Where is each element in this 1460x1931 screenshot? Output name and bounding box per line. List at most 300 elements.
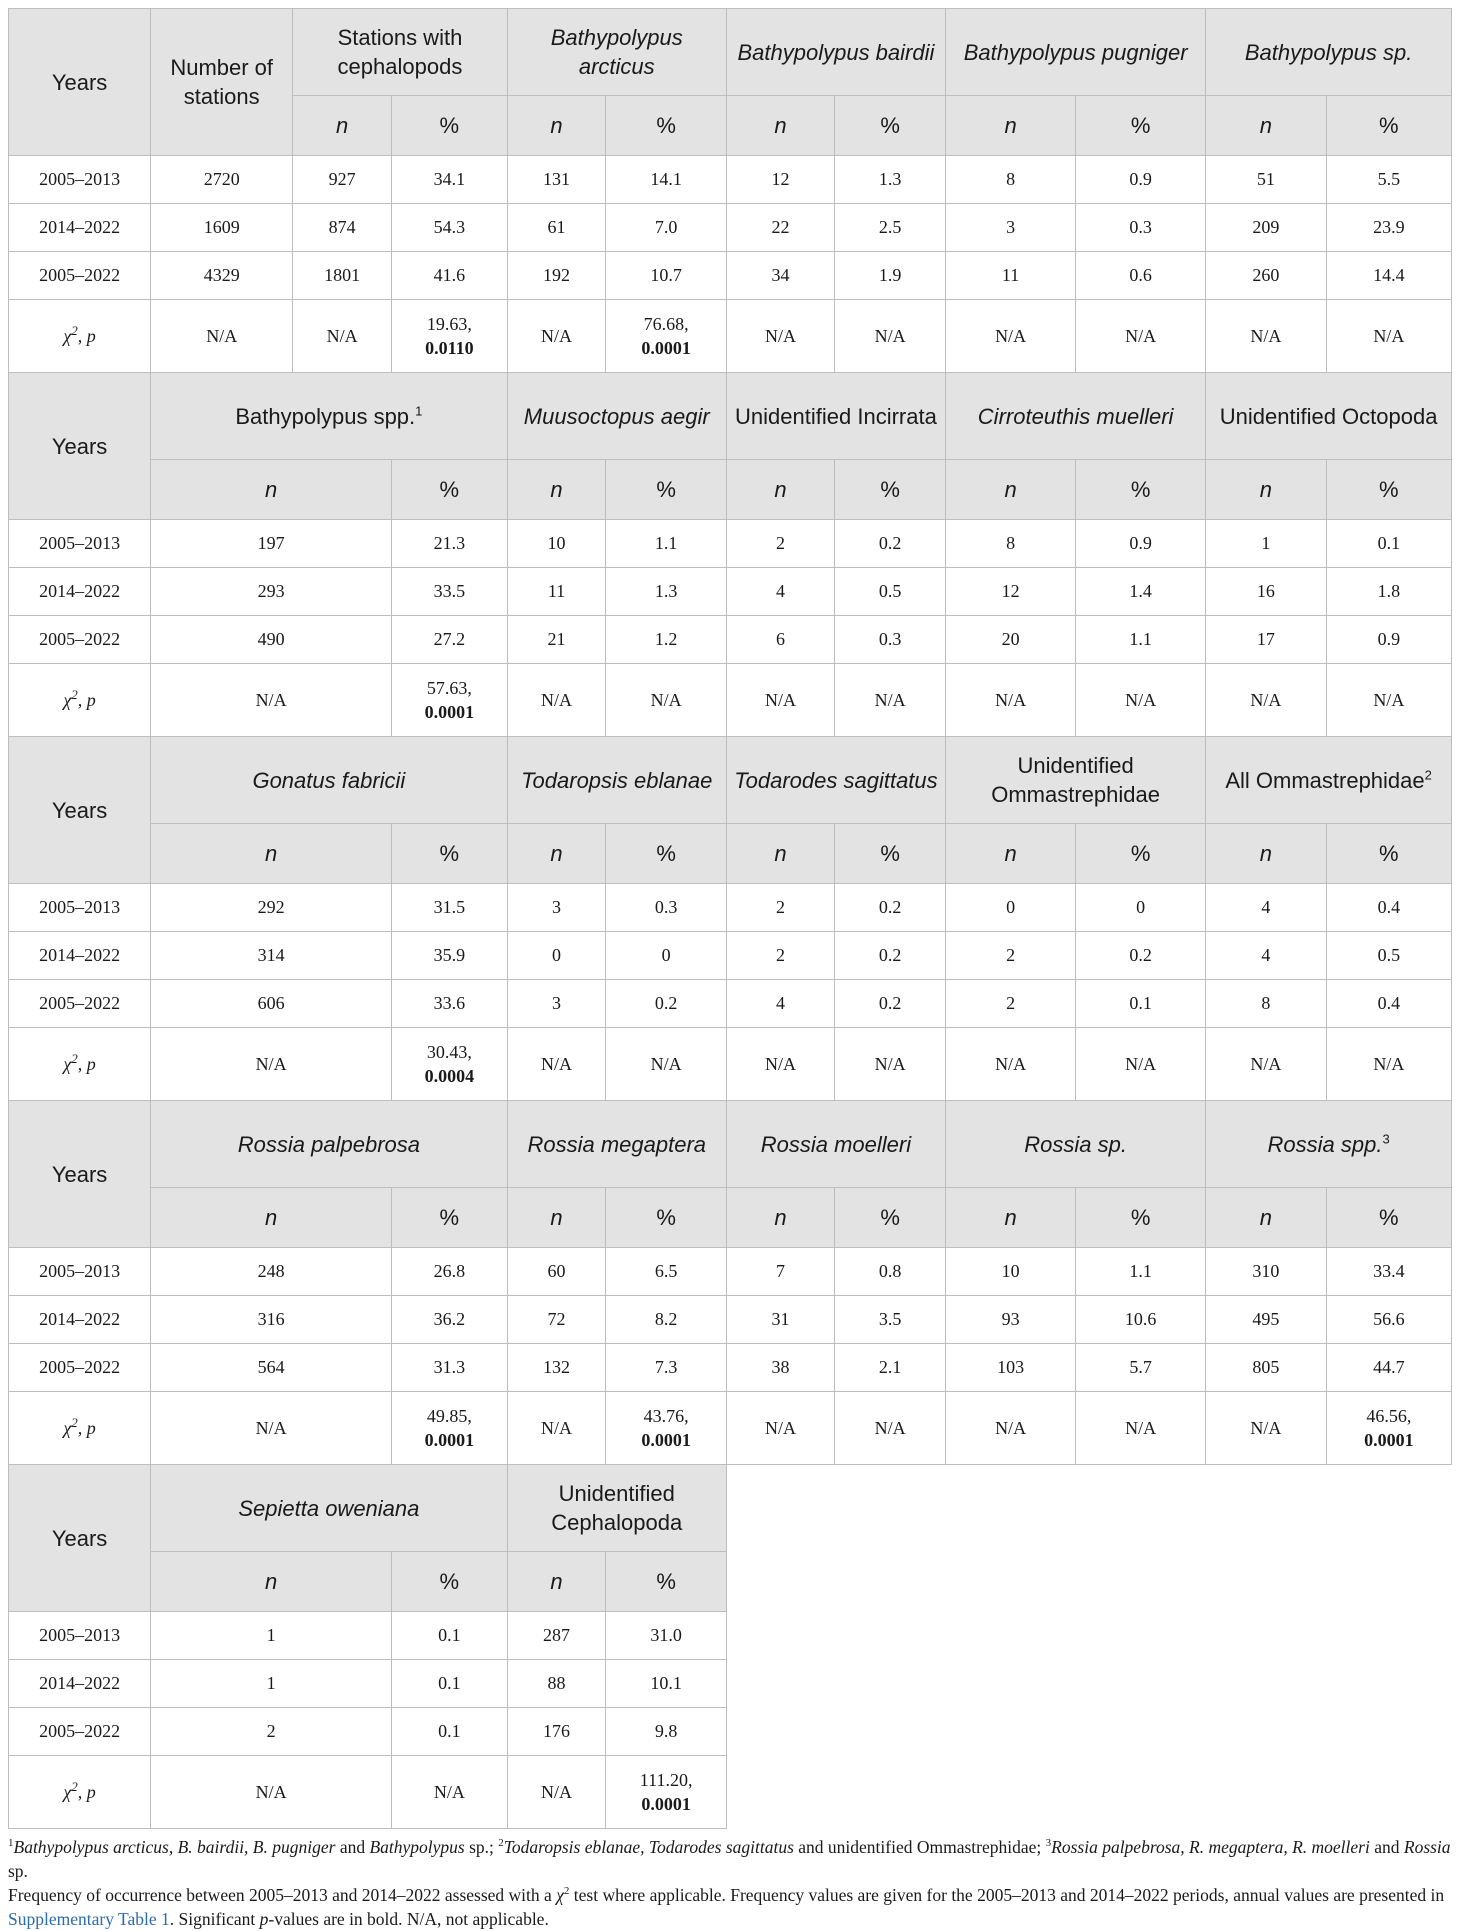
table-caption	[8, 1883, 1452, 1931]
value-cell: 248	[151, 1248, 392, 1296]
percent-subheader: %	[392, 96, 508, 156]
value-cell: 60	[507, 1248, 606, 1296]
species-header	[726, 737, 945, 824]
value-cell: 9.8	[606, 1708, 726, 1756]
value-cell: 10	[507, 520, 606, 568]
chi-square-cell	[726, 664, 834, 737]
chi-square-cell	[507, 1756, 606, 1829]
value-cell: 1.1	[1076, 1248, 1206, 1296]
chi-square-value: N/A	[541, 326, 573, 346]
value-cell: 10.6	[1076, 1296, 1206, 1344]
chi-square-cell	[151, 1392, 392, 1465]
value-cell: 1.3	[606, 568, 726, 616]
species-name: Todarodes sagittatus	[734, 767, 938, 793]
species-header	[1206, 373, 1452, 460]
n-subheader: n	[1206, 1188, 1326, 1248]
n-subheader: n	[1206, 460, 1326, 520]
chi-square-value: N/A	[1373, 326, 1405, 346]
value-cell: 1.1	[606, 520, 726, 568]
value-cell: 11	[946, 252, 1076, 300]
chi-square-cell	[151, 300, 293, 373]
chi-square-cell	[946, 664, 1076, 737]
species-header	[1206, 1101, 1452, 1188]
footnote-text: Rossia	[1403, 1837, 1451, 1857]
species-name: Bathypolypus arcticus	[550, 25, 683, 79]
chi-square-value: N/A	[650, 690, 682, 710]
chi-p-label: , p	[77, 326, 96, 346]
chi-superscript: 2	[71, 687, 78, 702]
chi-square-cell	[151, 664, 392, 737]
value-cell: 14.4	[1326, 252, 1451, 300]
value-cell: 41.6	[392, 252, 508, 300]
n-subheader: n	[151, 1552, 392, 1612]
chi-square-cell	[392, 664, 508, 737]
percent-subheader: %	[835, 96, 946, 156]
data-row	[9, 568, 1452, 616]
value-cell: 54.3	[392, 204, 508, 252]
chi-square-cell	[293, 300, 392, 373]
value-cell: 0.3	[606, 884, 726, 932]
species-header	[507, 9, 726, 96]
value-cell: 1	[151, 1660, 392, 1708]
value-cell: 260	[1206, 252, 1326, 300]
species-header	[151, 373, 508, 460]
value-cell: 2	[151, 1708, 392, 1756]
footnote-marker: 3	[1045, 1837, 1052, 1850]
percent-subheader: %	[606, 1188, 726, 1248]
footnote-text: and	[335, 1837, 370, 1857]
chi-square-row	[9, 664, 1452, 737]
chi-square-value: N/A	[1125, 1054, 1157, 1074]
species-header	[726, 373, 945, 460]
value-cell: 23.9	[1326, 204, 1451, 252]
n-subheader: n	[946, 1188, 1076, 1248]
footnote-text: Bathypolypus arcticus, B. bairdii, B. pugniger	[13, 1837, 336, 1857]
footnote-text: Bathypolypus	[369, 1837, 465, 1857]
years-header: Years	[9, 1465, 151, 1612]
value-cell: 1.3	[835, 156, 946, 204]
value-cell: 316	[151, 1296, 392, 1344]
species-header	[726, 1101, 945, 1188]
value-cell: 2.5	[835, 204, 946, 252]
years-header: Years	[9, 737, 151, 884]
value-cell: 31.0	[606, 1612, 726, 1660]
value-cell: 7.3	[606, 1344, 726, 1392]
value-cell: 0.9	[1076, 520, 1206, 568]
value-cell: 1609	[151, 204, 293, 252]
value-cell: 2	[946, 980, 1076, 1028]
supplementary-table-link[interactable]: Supplementary Table 1	[8, 1909, 170, 1929]
chi-square-cell	[726, 1392, 834, 1465]
header-row	[9, 373, 1452, 460]
empty-area	[726, 1465, 1451, 1829]
chi-square-row	[9, 300, 1452, 373]
table-footnotes	[8, 1835, 1452, 1931]
species-header	[507, 1465, 726, 1552]
value-cell: 21.3	[392, 520, 508, 568]
value-cell: 10.1	[606, 1660, 726, 1708]
value-cell: 36.2	[392, 1296, 508, 1344]
p-value-significant: 0.0001	[641, 1430, 691, 1450]
value-cell: 209	[1206, 204, 1326, 252]
value-cell: 4	[726, 980, 834, 1028]
chi-square-label	[9, 1756, 151, 1829]
chi-square-cell	[151, 1028, 392, 1101]
p-value-significant: 0.0001	[424, 1430, 475, 1450]
data-row	[9, 1296, 1452, 1344]
n-subheader: n	[507, 824, 606, 884]
chi-symbol: χ	[556, 1885, 564, 1905]
caption-text: . Significant	[169, 1909, 260, 1929]
footnote-marker: 1	[415, 403, 423, 419]
chi-square-cell	[946, 1028, 1076, 1101]
percent-subheader: %	[606, 824, 726, 884]
value-cell: 31.5	[392, 884, 508, 932]
year-cell: 2005–2013	[9, 884, 151, 932]
chi-square-cell	[606, 1028, 726, 1101]
chi-superscript: 2	[71, 323, 78, 338]
value-cell: 287	[507, 1612, 606, 1660]
chi-p-label: , p	[77, 1782, 96, 1802]
species-header	[946, 373, 1206, 460]
data-row	[9, 980, 1452, 1028]
chi-square-cell	[1326, 300, 1451, 373]
header-row	[9, 737, 1452, 824]
chi-square-label	[9, 300, 151, 373]
chi-square-cell	[606, 1756, 726, 1829]
species-header	[946, 737, 1206, 824]
year-cell: 2014–2022	[9, 1660, 151, 1708]
value-cell: 3	[507, 884, 606, 932]
footnote-marker: 3	[1382, 1131, 1390, 1147]
value-cell: 2.1	[835, 1344, 946, 1392]
chi-square-cell	[1206, 300, 1326, 373]
chi-square-value: N/A	[433, 1782, 465, 1802]
value-cell: 0.2	[835, 884, 946, 932]
chi-superscript: 2	[71, 1051, 78, 1066]
data-row	[9, 884, 1452, 932]
page	[8, 8, 1452, 1931]
year-cell: 2005–2022	[9, 1344, 151, 1392]
year-cell: 2005–2013	[9, 520, 151, 568]
value-cell: 132	[507, 1344, 606, 1392]
chi-square-value: N/A	[765, 326, 797, 346]
n-subheader: n	[726, 1188, 834, 1248]
data-row	[9, 1344, 1452, 1392]
species-header	[151, 737, 508, 824]
data-row	[9, 1248, 1452, 1296]
species-name: Muusoctopus aegir	[523, 403, 710, 429]
species-name: Rossia sp.	[1024, 1131, 1127, 1157]
year-cell: 2005–2013	[9, 1248, 151, 1296]
chi-p-label: , p	[77, 690, 96, 710]
value-cell: 21	[507, 616, 606, 664]
value-cell: 33.4	[1326, 1248, 1451, 1296]
species-header	[946, 1101, 1206, 1188]
value-cell: 3.5	[835, 1296, 946, 1344]
n-subheader: n	[151, 460, 392, 520]
chi-square-cell	[507, 300, 606, 373]
value-cell: 5.7	[1076, 1344, 1206, 1392]
value-cell: 6	[726, 616, 834, 664]
percent-subheader: %	[835, 1188, 946, 1248]
chi-square-cell	[1206, 664, 1326, 737]
data-row	[9, 252, 1452, 300]
percent-subheader: %	[392, 1188, 508, 1248]
chi-square-label	[9, 1392, 151, 1465]
caption-text: -values are in bold. N/A, not applicable.	[268, 1909, 549, 1929]
n-subheader: n	[507, 460, 606, 520]
p-value-significant: 0.0110	[425, 338, 474, 358]
value-cell: 33.5	[392, 568, 508, 616]
value-cell: 8	[1206, 980, 1326, 1028]
species-header	[507, 1101, 726, 1188]
chi-square-cell	[392, 1756, 508, 1829]
chi-square-cell	[392, 300, 508, 373]
value-cell: 1.1	[1076, 616, 1206, 664]
chi-p-label: , p	[77, 1418, 96, 1438]
p-value-significant: 0.0001	[1364, 1430, 1414, 1450]
value-cell: 10.7	[606, 252, 726, 300]
percent-subheader: %	[1076, 1188, 1206, 1248]
footnote-text: Todaropsis eblanae, Todarodes sagittatus	[503, 1837, 794, 1857]
chi-square-value: N/A	[1250, 690, 1282, 710]
species-header	[1206, 737, 1452, 824]
chi-square-value: 49.85,	[426, 1406, 472, 1426]
value-cell: 490	[151, 616, 392, 664]
n-subheader: n	[1206, 96, 1326, 156]
species-name: All Ommastrephidae	[1225, 767, 1425, 793]
value-cell: 1.9	[835, 252, 946, 300]
value-cell: 606	[151, 980, 392, 1028]
species-name: Bathypolypus spp.	[235, 403, 416, 429]
percent-subheader: %	[1076, 824, 1206, 884]
chi-square-value: N/A	[541, 1054, 573, 1074]
value-cell: 6.5	[606, 1248, 726, 1296]
n-subheader: n	[946, 460, 1076, 520]
value-cell: 4329	[151, 252, 293, 300]
year-cell: 2005–2022	[9, 252, 151, 300]
chi-square-value: N/A	[995, 1418, 1027, 1438]
chi-square-cell	[1206, 1028, 1326, 1101]
data-row	[9, 520, 1452, 568]
chi-superscript: 2	[71, 1779, 78, 1794]
value-cell: 1.2	[606, 616, 726, 664]
chi-square-value: 111.20,	[639, 1770, 693, 1790]
year-cell: 2014–2022	[9, 1296, 151, 1344]
chi-square-cell	[507, 664, 606, 737]
chi-symbol: χ	[63, 690, 72, 710]
chi-square-value: N/A	[255, 1418, 287, 1438]
chi-square-value: N/A	[255, 1054, 287, 1074]
chi-square-cell	[606, 664, 726, 737]
footnote-line	[8, 1835, 1452, 1883]
stations-header: Number of stations	[151, 9, 293, 156]
value-cell: 0.1	[392, 1660, 508, 1708]
species-header	[1206, 9, 1452, 96]
chi-p-label: , p	[77, 1054, 96, 1074]
chi-square-value: N/A	[1250, 326, 1282, 346]
chi-square-cell	[1076, 300, 1206, 373]
data-row	[9, 156, 1452, 204]
chi-square-cell	[392, 1392, 508, 1465]
percent-subheader: %	[1076, 460, 1206, 520]
chi-square-value: N/A	[874, 1418, 906, 1438]
value-cell: 38	[726, 1344, 834, 1392]
n-subheader: n	[507, 96, 606, 156]
value-cell: 33.6	[392, 980, 508, 1028]
chi-symbol: χ	[63, 1418, 72, 1438]
caption-text: p	[259, 1909, 269, 1929]
chi-square-value: N/A	[765, 690, 797, 710]
value-cell: 11	[507, 568, 606, 616]
p-value-significant: 0.0001	[641, 338, 691, 358]
value-cell: 314	[151, 932, 392, 980]
species-name: Unidentified Cephalopoda	[551, 1481, 683, 1535]
chi-square-value: N/A	[255, 690, 287, 710]
percent-subheader: %	[392, 460, 508, 520]
value-cell: 4	[1206, 884, 1326, 932]
chi-square-cell	[946, 1392, 1076, 1465]
value-cell: 34.1	[392, 156, 508, 204]
chi-superscript: 2	[71, 1415, 78, 1430]
subheader-row	[9, 824, 1452, 884]
chi-square-value: 19.63,	[426, 314, 472, 334]
chi-square-cell	[946, 300, 1076, 373]
chi-square-cell	[1326, 1392, 1451, 1465]
value-cell: 564	[151, 1344, 392, 1392]
value-cell: 0.8	[835, 1248, 946, 1296]
value-cell: 495	[1206, 1296, 1326, 1344]
value-cell: 176	[507, 1708, 606, 1756]
chi-square-value: N/A	[765, 1054, 797, 1074]
value-cell: 2	[946, 932, 1076, 980]
value-cell: 874	[293, 204, 392, 252]
footnote-marker: 2	[1424, 767, 1432, 783]
species-header	[946, 9, 1206, 96]
value-cell: 4	[1206, 932, 1326, 980]
percent-subheader: %	[1326, 824, 1451, 884]
value-cell: 26.8	[392, 1248, 508, 1296]
chi-square-value: N/A	[1125, 690, 1157, 710]
footnote-text: sp.	[8, 1861, 28, 1881]
value-cell: 0.2	[835, 520, 946, 568]
n-subheader: n	[946, 96, 1076, 156]
n-subheader: n	[293, 96, 392, 156]
chi-square-cell	[835, 1392, 946, 1465]
chi-square-value: N/A	[1125, 326, 1157, 346]
chi-square-cell	[507, 1028, 606, 1101]
chi-square-value: N/A	[206, 326, 238, 346]
value-cell: 34	[726, 252, 834, 300]
species-name: Cirroteuthis muelleri	[977, 403, 1174, 429]
value-cell: 0	[606, 932, 726, 980]
n-subheader: n	[726, 96, 834, 156]
value-cell: 1801	[293, 252, 392, 300]
n-subheader: n	[1206, 824, 1326, 884]
species-name: Todaropsis eblanae	[521, 767, 713, 793]
n-subheader: n	[946, 824, 1076, 884]
species-name: Bathypolypus bairdii	[737, 39, 935, 65]
value-cell: 12	[726, 156, 834, 204]
percent-subheader: %	[392, 824, 508, 884]
species-name: Rossia spp.	[1267, 1131, 1383, 1157]
chi-square-cell	[1206, 1392, 1326, 1465]
chi-square-value: N/A	[541, 1418, 573, 1438]
value-cell: 20	[946, 616, 1076, 664]
n-subheader: n	[507, 1552, 606, 1612]
chi-symbol: χ	[63, 1054, 72, 1074]
chi-square-row	[9, 1392, 1452, 1465]
chi-square-row	[9, 1028, 1452, 1101]
value-cell: 31	[726, 1296, 834, 1344]
chi-square-cell	[835, 300, 946, 373]
chi-square-value: N/A	[1125, 1418, 1157, 1438]
value-cell: 8	[946, 520, 1076, 568]
value-cell: 310	[1206, 1248, 1326, 1296]
chi-square-value: N/A	[995, 690, 1027, 710]
header-row	[9, 9, 1452, 96]
species-name: Rossia palpebrosa	[237, 1131, 420, 1157]
value-cell: 1.4	[1076, 568, 1206, 616]
value-cell: 93	[946, 1296, 1076, 1344]
value-cell: 0.9	[1326, 616, 1451, 664]
chi-square-value: N/A	[541, 1782, 573, 1802]
data-row	[9, 204, 1452, 252]
chi-square-cell	[835, 664, 946, 737]
chi-square-value: N/A	[995, 326, 1027, 346]
chi-square-cell	[606, 1392, 726, 1465]
value-cell: 56.6	[1326, 1296, 1451, 1344]
value-cell: 0.5	[835, 568, 946, 616]
value-cell: 0.6	[1076, 252, 1206, 300]
value-cell: 8.2	[606, 1296, 726, 1344]
chi-square-cell	[726, 1028, 834, 1101]
value-cell: 293	[151, 568, 392, 616]
data-row	[9, 616, 1452, 664]
species-header	[293, 9, 507, 96]
year-cell: 2005–2022	[9, 1708, 151, 1756]
value-cell: 3	[507, 980, 606, 1028]
chi-square-cell	[835, 1028, 946, 1101]
footnote-marker: 1	[8, 1837, 14, 1850]
value-cell: 0.1	[1076, 980, 1206, 1028]
value-cell: 0	[507, 932, 606, 980]
value-cell: 103	[946, 1344, 1076, 1392]
chi-square-cell	[392, 1028, 508, 1101]
value-cell: 0.1	[392, 1708, 508, 1756]
chi-square-value: N/A	[1373, 1054, 1405, 1074]
chi-square-value: N/A	[874, 326, 906, 346]
chi-square-cell	[1076, 664, 1206, 737]
p-value-significant: 0.0001	[641, 1794, 691, 1814]
value-cell: 192	[507, 252, 606, 300]
percent-subheader: %	[392, 1552, 508, 1612]
chi-symbol: χ	[63, 326, 72, 346]
species-name: Unidentified Octopoda	[1219, 403, 1438, 429]
chi-square-value: N/A	[765, 1418, 797, 1438]
value-cell: 7	[726, 1248, 834, 1296]
chi-superscript: 2	[563, 1885, 570, 1898]
value-cell: 3	[946, 204, 1076, 252]
n-subheader: n	[726, 824, 834, 884]
value-cell: 0.2	[835, 980, 946, 1028]
chi-symbol: χ	[63, 1782, 72, 1802]
footnote-text: and unidentified Ommastrephidae;	[793, 1837, 1046, 1857]
year-cell: 2005–2013	[9, 156, 151, 204]
chi-square-cell	[1326, 1028, 1451, 1101]
species-name: Sepietta oweniana	[238, 1495, 420, 1521]
